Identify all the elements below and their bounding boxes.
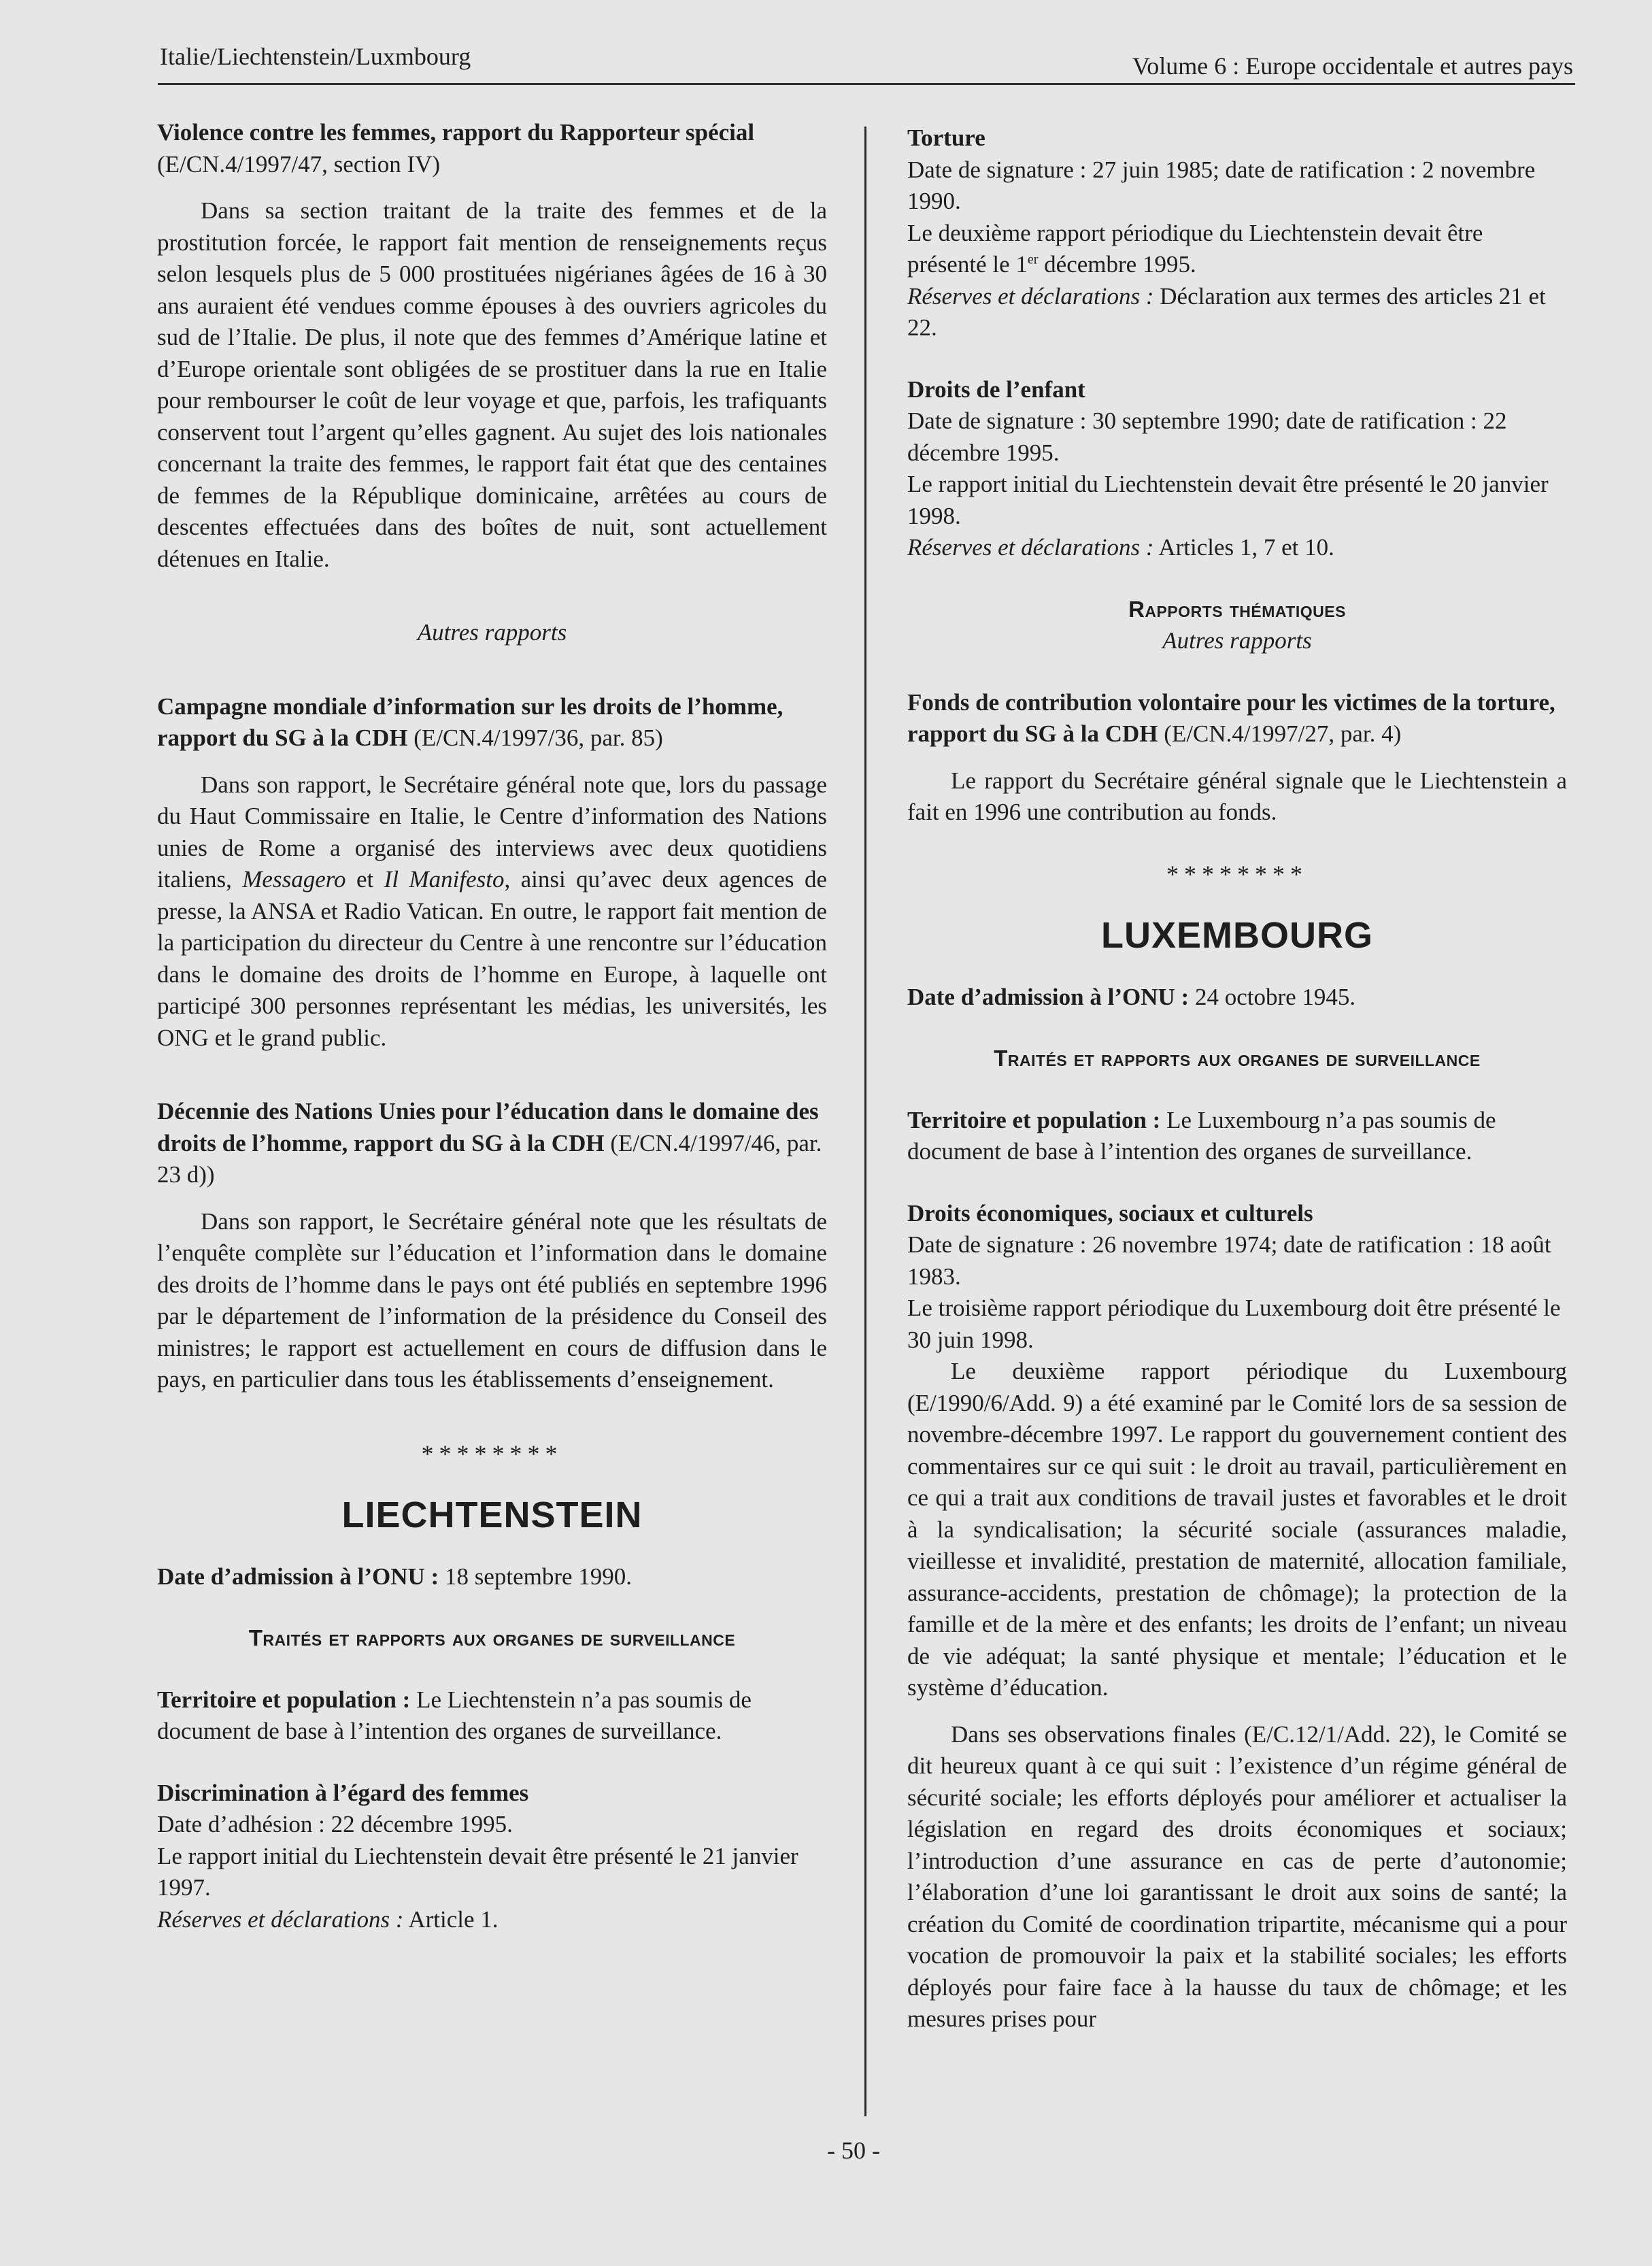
violence-body: Dans sa section traitant de la traite des femmes et de la prostitution forcée, le rapport fait mention de renseignements reçus selon lesquels plus de 5 000 prostituées nigérianes âgées de 16 à 30 ans auraient été vendues comme épouses à des ouvriers agricoles du sud de l’Italie. De plus, il note que des femmes d’Amérique latine et d’Europe orientale sont obligées de se prostituer dans la rue en Italie pour rembourser le coût de leur voyage et que, parfois, les trafiquants conservent tout l’argent qu’elles gagnent. Au sujet des lois nationales concernant la traite des femmes, le rapport fait état que des centaines de femmes de la République dominicaine, arrêtées au cours de descentes effectuées dans des boîtes de nuit, sont actuellement détenues en Italie. — [157, 197, 827, 572]
reserves-label: Réserves et déclarations : — [157, 1905, 404, 1933]
desc-paragraph-2: Dans ses observations finales (E/C.12/1/Add. 22), le Comité se dit heureux quant à ce qui suit : l’existence d’un régime général de sécurité sociale; les efforts déployés pour améliorer et actualiser la législation en regard des droits économiques et sociaux; l’introduction d’une assurance en cas de perte d’autonomie; l’élaboration d’une loi garantissant le droit aux soins de santé; la création du Comité de coordination tripartite, mécanisme qui a pour vocation de promouvoir la paix et la stabilité sociales; les efforts déployés pour faire face à la hausse du taux de chômage; et les mesures prises pour — [907, 1720, 1567, 2032]
reserves-value: Déclaration aux termes des articles 21 et 22. — [907, 282, 1546, 341]
enfant-reserves — [907, 532, 1567, 564]
enfant-title: Droits de l’enfant — [907, 376, 1085, 403]
enfant-dates: Date de signature : 30 septembre 1990; date de ratification : 22 décembre 1995. — [907, 407, 1507, 466]
campagne-body — [157, 769, 827, 1054]
torture-dates: Date de signature : 27 juin 1985; date de ratification : 2 novembre 1990. — [907, 156, 1536, 214]
reserves-value: Article 1. — [403, 1905, 499, 1933]
column-divider — [864, 127, 866, 2116]
desc-rapport: Le troisième rapport périodique du Luxembourg doit être présenté le 30 juin 1998. — [907, 1295, 1561, 1353]
decennie-body: Dans son rapport, le Secrétaire général note que les résultats de l’enquête complète sur l’éducation et l’information dans le domaine des droits de l’homme dans le pays ont été publiés en septembre 1996 par le département de l’information de la présidence du Conseil des ministres; le rapport est actuellement en cours de diffusion dans le pays, en particulier dans tous les établissements d’enseignement. — [157, 1207, 827, 1393]
torture-rapport-sup: er — [1027, 252, 1039, 267]
liechtenstein-admission — [157, 1561, 827, 1593]
campagne-title: Campagne mondiale d’information sur les droits de l’homme, rapport du SG à la CDH — [157, 693, 783, 751]
campagne-messagero: Messagero — [242, 866, 346, 893]
fonds-title: Fonds de contribution volontaire pour les victimes de la torture, rapport du SG à la CDH — [907, 688, 1555, 747]
country-title-liechtenstein: LIECHTENSTEIN — [341, 1495, 643, 1535]
header-rule — [158, 83, 1575, 85]
admission-label: Date d’admission à l’ONU : — [157, 1563, 439, 1590]
campagne-heading — [157, 691, 827, 754]
campagne-ref: (E/CN.4/1997/36, par. 85) — [407, 724, 663, 751]
right-column — [907, 122, 1567, 2035]
page-number: - 50 - — [827, 2137, 880, 2164]
decennie-title: Décennie des Nations Unies pour l’éducation dans le domaine des droits de l’homme, rapport du SG à la CDH — [157, 1098, 819, 1156]
decennie-ref: (E/CN.4/1997/46, par. 23 d)) — [157, 1129, 822, 1188]
violence-ref: (E/CN.4/1997/47, section IV) — [157, 150, 441, 178]
liechtenstein-territoire — [157, 1684, 827, 1748]
violence-heading — [157, 117, 827, 180]
campagne-body-part3: , ainsi qu’avec deux agences de presse, la ANSA et Radio Vatican. En outre, le rapport fait mention de la participation du directeur du Centre à une rencontre sur l’éducation dans le domaine des droits de l’homme en Europe, à laquelle ont participé 300 personnes représentant les médias, les universités, les ONG et le grand public. — [157, 866, 827, 1051]
admission-value: 18 septembre 1990. — [439, 1563, 633, 1590]
fonds-heading — [907, 687, 1567, 750]
torture-rapport — [907, 218, 1567, 281]
campagne-body-part1: Dans son rapport, le Secrétaire général note que, lors du passage du Haut Commissaire en Italie, le Centre d’information des Nations unies de Rome a organisé des interviews avec deux quotidiens italiens, — [157, 771, 827, 893]
campagne-manifesto: Il Manifesto — [384, 866, 505, 893]
reserves-value: Articles 1, 7 et 10. — [1153, 534, 1334, 561]
fonds-body: Le rapport du Secrétaire général signale que le Liechtenstein a fait en 1996 une contribution au fonds. — [907, 767, 1567, 825]
discrimination-adhesion: Date d’adhésion : 22 décembre 1995. — [157, 1811, 513, 1837]
campagne-body-part2: et — [345, 866, 384, 893]
territoire-value: Le Luxembourg n’a pas soumis de document de base à l’intention des organes de surveillance. — [907, 1106, 1496, 1165]
territoire-value: Le Liechtenstein n’a pas soumis de document de base à l’intention des organes de surveillance. — [157, 1686, 752, 1744]
section-separator-stars: ******** — [421, 1439, 563, 1467]
admission-value: 24 octobre 1945. — [1189, 983, 1356, 1010]
reserves-label: Réserves et déclarations : — [907, 282, 1154, 310]
admission-label: Date d’admission à l’ONU : — [907, 983, 1190, 1010]
luxembourg-territoire — [907, 1105, 1567, 1168]
autres-rapports-heading: Autres rapports — [1162, 627, 1312, 654]
decennie-heading — [157, 1096, 827, 1191]
country-title-luxembourg: LUXEMBOURG — [1101, 915, 1373, 956]
discrimination-title: Discrimination à l’égard des femmes — [157, 1779, 529, 1806]
desc-paragraph-1: Le deuxième rapport périodique du Luxembourg (E/1990/6/Add. 9) a été examiné par le Comité lors de sa session de novembre-décembre 1997. Le rapport du gouvernement contient des commentaires sur ce qui suit : le droit au travail, particulièrement en ce qui a trait aux conditions de travail justes et favorables et le droit à la syndicalisation; la sécurité sociale (assurances maladie, vieillesse et invalidité, prestation de maternité, allocation familiale, assurance-accidents, prestation de chômage); la protection de la famille et de la mère et des enfants; les droits de l’enfant; un niveau de vie adéquat; la santé physique et mentale; l’éducation et le système d’éducation. — [907, 1358, 1567, 1701]
liechtenstein-traites-heading: Traités et rapports aux organes de surveillance — [248, 1625, 736, 1650]
fonds-ref: (E/CN.4/1997/27, par. 4) — [1158, 720, 1402, 747]
autres-rapports-heading: Autres rapports — [417, 619, 567, 646]
torture-reserves — [907, 281, 1567, 344]
reserves-label: Réserves et déclarations : — [907, 534, 1154, 561]
rapports-thematiques-heading: Rapports thématiques — [1128, 596, 1346, 622]
running-header-right: Volume 6 : Europe occidentale et autres pays — [1132, 52, 1573, 80]
running-header-left: Italie/Liechtenstein/Luxmbourg — [160, 43, 471, 70]
luxembourg-admission — [907, 982, 1567, 1014]
violence-title: Violence contre les femmes, rapport du Rapporteur spécial — [157, 119, 755, 146]
desc-title: Droits économiques, sociaux et culturels — [907, 1199, 1313, 1227]
section-separator-stars: ******** — [1166, 860, 1308, 888]
territoire-label: Territoire et population : — [157, 1686, 411, 1713]
torture-title: Torture — [907, 124, 985, 151]
discrimination-reserves — [157, 1904, 827, 1936]
desc-dates: Date de signature : 26 novembre 1974; date de ratification : 18 août 1983. — [907, 1231, 1551, 1290]
territoire-label: Territoire et population : — [907, 1106, 1161, 1133]
luxembourg-traites-heading: Traités et rapports aux organes de surveillance — [994, 1046, 1481, 1071]
left-column — [157, 117, 827, 1935]
discrimination-rapport: Le rapport initial du Liechtenstein devait être présenté le 21 janvier 1997. — [157, 1842, 798, 1901]
enfant-rapport: Le rapport initial du Liechtenstein devait être présenté le 20 janvier 1998. — [907, 471, 1549, 529]
torture-rapport-text: Le deuxième rapport périodique du Liechtenstein devait être présenté le 1 — [907, 219, 1483, 278]
torture-rapport-date: décembre 1995. — [1038, 251, 1196, 278]
